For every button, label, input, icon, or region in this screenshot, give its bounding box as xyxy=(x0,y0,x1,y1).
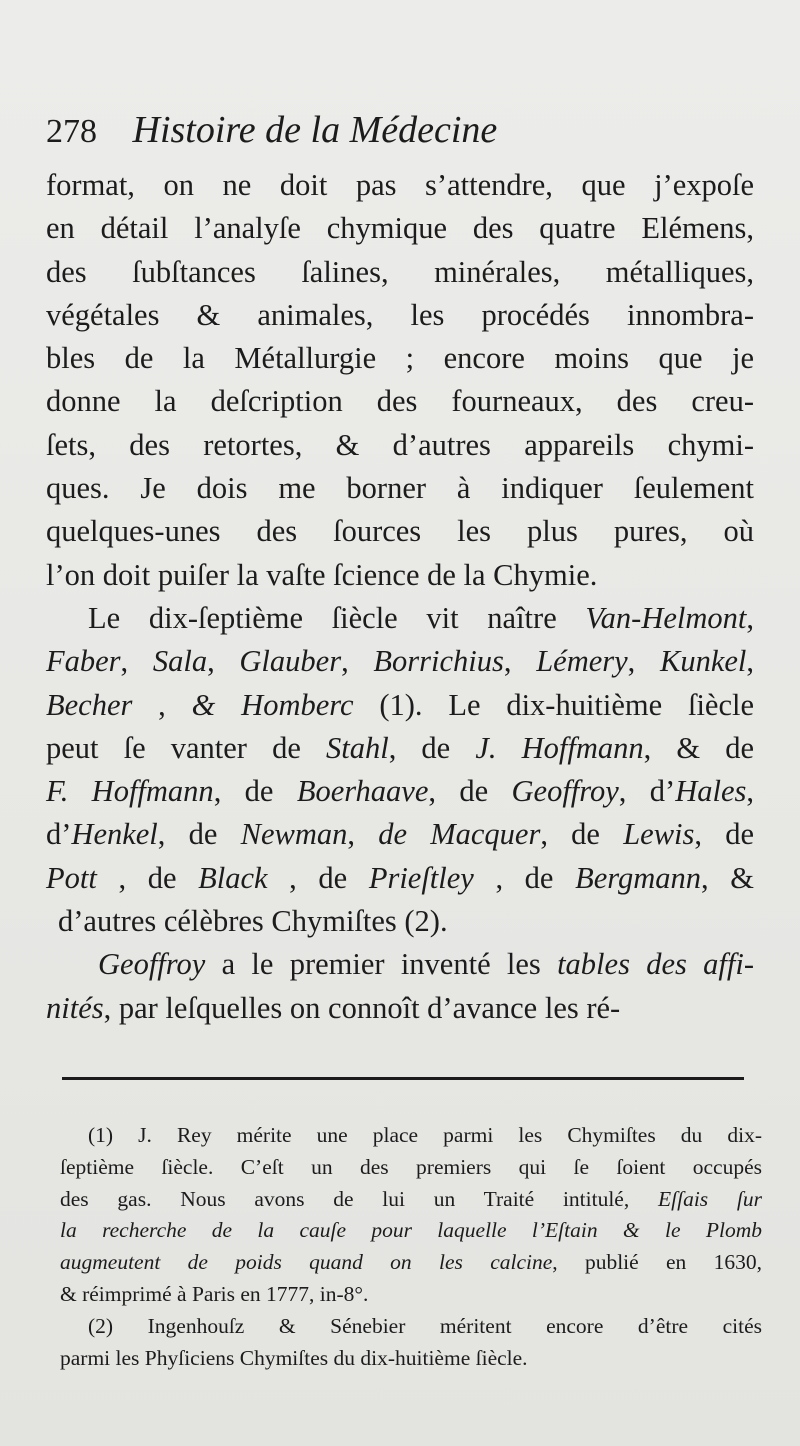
body-text: F. Hoffmann xyxy=(46,774,214,809)
footnote-text: Eſſais ſur xyxy=(657,1186,762,1211)
body-text: d’autres célèbres Chymiſtes (2). xyxy=(58,904,448,939)
body-text: , de xyxy=(157,817,241,852)
body-text: Pott xyxy=(46,860,97,895)
body-line xyxy=(46,770,754,813)
body-text: , de xyxy=(540,817,624,852)
body-text: quelques-unes des ſources les plus pures, où xyxy=(46,514,754,549)
body-text: Lewis xyxy=(623,817,695,852)
footnotes xyxy=(60,1120,762,1374)
body-text: Henkel xyxy=(71,817,158,852)
footnote-text: parmi les Phyſiciens Chymiſtes du dix-huitième ſiècle. xyxy=(60,1345,528,1370)
body-text: des ſubſtances ſalines, minérales, métalliques, xyxy=(46,254,754,289)
body-text: peut ſe vanter de xyxy=(46,730,326,765)
body-text: , xyxy=(746,600,754,635)
footnote-line xyxy=(60,1311,762,1343)
body-text: J. Hoffmann xyxy=(475,730,644,765)
body-line xyxy=(46,467,754,510)
main-text xyxy=(46,164,754,1030)
body-text: , de xyxy=(388,730,476,765)
body-text: Faber xyxy=(46,644,121,679)
body-line xyxy=(46,424,754,467)
body-line xyxy=(46,510,754,553)
body-text: , de xyxy=(428,774,512,809)
body-line xyxy=(46,251,754,294)
body-line xyxy=(46,640,754,683)
body-text: l’on doit puiſer la vaſte ſcience de la Chymie. xyxy=(46,557,598,592)
body-text: a le premier inventé les xyxy=(205,947,558,982)
body-text: Borrichius xyxy=(373,644,504,679)
body-line xyxy=(46,684,754,727)
body-text: , xyxy=(207,644,240,679)
body-text: , xyxy=(746,644,755,679)
body-text: , & xyxy=(701,860,754,895)
body-text: Newman xyxy=(240,817,348,852)
body-text: en détail l’analyſe chymique des quatre Elémens, xyxy=(46,211,754,246)
body-text: Sala xyxy=(152,644,208,679)
footnote-text: des gas. Nous avons de lui un Traité intitulé, xyxy=(60,1186,658,1211)
running-header xyxy=(46,108,746,154)
body-text: Van-Helmont xyxy=(585,600,747,635)
body-text: nités xyxy=(46,990,104,1025)
body-text: Lémery xyxy=(536,644,628,679)
body-text: Bergmann xyxy=(575,860,702,895)
footnote-text: la recherche de la cauſe pour laquelle l’Eſtain & le Plomb xyxy=(60,1218,762,1243)
body-text: & xyxy=(191,687,216,722)
footnote-text: , publié en 1630, xyxy=(552,1250,762,1275)
body-text: donne la deſcription des fourneaux, des creu- xyxy=(46,384,754,419)
body-text: ſets, des retortes, & d’autres appareils chymi- xyxy=(46,427,754,462)
body-text: d’ xyxy=(46,817,72,852)
body-text: Black xyxy=(198,860,268,895)
body-text: Becher xyxy=(46,687,133,722)
body-text: , de xyxy=(213,774,297,809)
body-line xyxy=(46,727,754,770)
footnote-text: ſeptième ſiècle. C’eſt un des premiers qui ſe ſoient occupés xyxy=(60,1154,762,1179)
body-text: de Macquer xyxy=(378,817,541,852)
body-text: Hales xyxy=(675,774,747,809)
body-text: , xyxy=(347,817,379,852)
body-text: Stahl xyxy=(325,730,389,765)
body-line xyxy=(46,164,754,207)
footnote-line xyxy=(60,1215,762,1247)
body-line xyxy=(46,813,754,856)
body-line xyxy=(46,943,754,986)
body-text: Glauber xyxy=(239,644,342,679)
body-text: Geoffroy xyxy=(511,774,619,809)
body-text: , & de xyxy=(643,730,754,765)
body-text: ques. Je dois me borner à indiquer ſeulement xyxy=(46,471,754,506)
footnote-text: (2) Ingenhouſz & Sénebier méritent encore d’être cités xyxy=(88,1313,762,1338)
body-text: , xyxy=(746,774,754,809)
body-text: végétales & animales, les procédés innombra- xyxy=(46,297,754,332)
body-text: , xyxy=(132,687,192,722)
body-text: Le dix-ſeptième ſiècle vit naître xyxy=(88,600,586,635)
page-number: 278 xyxy=(46,113,97,150)
footnote-line xyxy=(60,1120,762,1152)
body-text: Prieſtley xyxy=(368,860,474,895)
footnote-line xyxy=(60,1184,762,1216)
running-title: Histoire de la Médecine xyxy=(132,109,498,151)
body-text: bles de la Métallurgie ; encore moins que je xyxy=(46,341,754,376)
body-text: format, on ne doit pas s’attendre, que j’expoſe xyxy=(46,168,754,202)
body-line xyxy=(46,900,754,943)
body-line xyxy=(46,207,754,250)
body-line xyxy=(46,987,754,1030)
body-text: Geoffroy xyxy=(98,947,206,982)
body-text: , xyxy=(503,644,537,679)
body-text: , xyxy=(341,644,374,679)
body-line xyxy=(46,380,754,423)
body-text: , d’ xyxy=(618,774,676,809)
footnote-text: (1) J. Rey mérite une place parmi les Chymiſtes du dix- xyxy=(88,1123,762,1147)
body-text: , de xyxy=(473,860,576,895)
footnote-text: & réimprimé à Paris en 1777, in-8°. xyxy=(60,1281,369,1306)
body-text: , xyxy=(627,644,660,679)
body-line xyxy=(46,554,754,597)
footnote-line xyxy=(60,1152,762,1184)
body-text xyxy=(215,688,241,722)
body-text: , xyxy=(120,644,153,679)
body-text: , par leſquelles on connoît d’avance les ré- xyxy=(103,990,621,1025)
footnote-text: augmeutent de poids quand on les calcine xyxy=(60,1250,553,1275)
body-text: (1). Le dix-huitième ſiècle xyxy=(353,687,755,722)
footnote-line xyxy=(60,1279,762,1311)
body-text: , de xyxy=(267,860,369,895)
footnote-line xyxy=(60,1343,762,1375)
body-text: Homberc xyxy=(241,687,354,722)
body-line xyxy=(46,857,754,900)
body-line xyxy=(46,337,754,380)
body-text: Boerhaave xyxy=(296,774,429,809)
body-text: , de xyxy=(96,860,199,895)
footnote-rule xyxy=(62,1077,744,1080)
body-text: tables des affi- xyxy=(557,947,754,982)
body-line xyxy=(46,597,754,640)
footnote-line xyxy=(60,1247,762,1279)
body-text: Kunkel xyxy=(659,644,747,679)
body-line xyxy=(46,294,754,337)
body-text: , de xyxy=(694,817,754,852)
